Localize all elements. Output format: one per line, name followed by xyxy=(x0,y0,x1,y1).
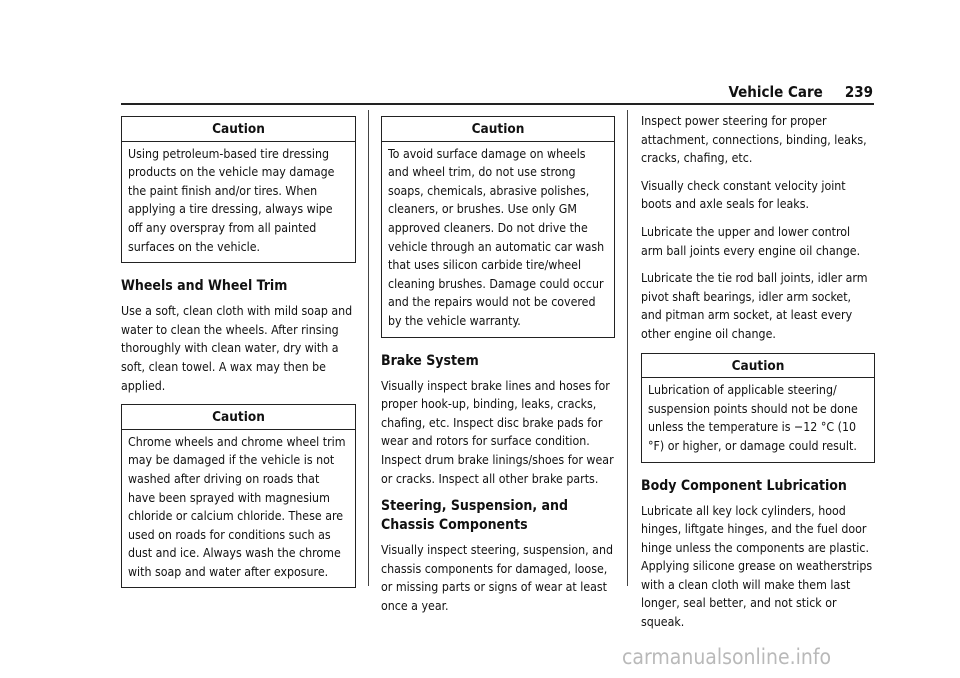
paragraph: Visually inspect brake lines and hoses for proper hook-up, binding, leaks, cracks, chafing, etc. Inspect disc brake pads for wear and rotors for surface condition. Inspect drum brake linings/shoes for wear or cracks. Inspect all other brake parts. xyxy=(381,378,614,486)
caution-box xyxy=(121,116,356,263)
caution-title: Caution xyxy=(122,117,355,142)
column-divider-2 xyxy=(627,110,628,586)
caution-box xyxy=(641,353,875,463)
paragraph: Lubricate the upper and lower control arm ball joints every engine oil change. xyxy=(641,224,861,258)
column-2 xyxy=(381,112,615,624)
column-3 xyxy=(641,112,875,641)
paragraph: Use a soft, clean cloth with mild soap and water to clean the wheels. After rinsing thoroughly with clean water, dry with a soft, clean towel. A wax may then be applied. xyxy=(121,304,353,393)
header-rule xyxy=(121,103,874,105)
section-heading: Steering, Suspension, and Chassis Components xyxy=(381,498,569,534)
caution-title: Caution xyxy=(382,117,614,142)
section-heading: Wheels and Wheel Trim xyxy=(121,278,288,295)
caution-box xyxy=(381,116,615,338)
section-title: Vehicle Care xyxy=(728,83,823,101)
caution-text: To avoid surface damage on wheels and wheel trim, do not use strong soaps, chemicals, abrasive polishes, cleaners, or brushes. Use only GM approved cleaners. Do not drive the vehicle through an automatic car wash that uses silicon carbide tire/wheel cleaning brushes. Damage could occur and the repairs would not be covered by the vehicle warranty. xyxy=(388,146,605,328)
paragraph: Visually inspect steering, suspension, and chassis components for damaged, loose, or missing parts or signs of wear at least once a year. xyxy=(381,543,613,613)
caution-title: Caution xyxy=(642,354,874,379)
caution-title: Caution xyxy=(122,405,355,430)
paragraph: Inspect power steering for proper attachment, connections, binding, leaks, cracks, chafing, etc. xyxy=(641,114,867,166)
paragraph: Visually check constant velocity joint boots and axle seals for leaks. xyxy=(641,178,846,212)
section-heading: Brake System xyxy=(381,352,479,369)
paragraph: Lubricate the tie rod ball joints, idler arm pivot shaft bearings, idler arm socket, and pitman arm socket, at least every other engine oil change. xyxy=(641,271,868,341)
caution-text: Chrome wheels and chrome wheel trim may be damaged if the vehicle is not washed after driving on roads that have been sprayed with magnesium chloride or calcium chloride. These are used on roads for conditions such as dust and ice. Always wash the chrome with soap and water after exposure. xyxy=(128,434,346,579)
caution-text: Lubrication of applicable steering/ suspension points should not be done unless the temperature is −12 °C (10 °F) or higher, or damage could result. xyxy=(648,383,858,453)
page-number: 239 xyxy=(844,83,873,101)
caution-box xyxy=(121,404,356,588)
caution-text: Using petroleum-based tire dressing products on the vehicle may damage the paint finish and/or tires. When applying a tire dressing, always wipe off any overspray from all painted surfaces on the vehicle. xyxy=(128,146,335,254)
section-heading: Body Component Lubrication xyxy=(641,477,847,494)
column-1 xyxy=(121,112,356,602)
paragraph: Lubricate all key lock cylinders, hood hinges, liftgate hinges, and the fuel door hinge unless the components are plastic. Applying silicone grease on weatherstrips with a clean cloth will make them last longer, seal better, and not stick or squeak. xyxy=(641,503,873,630)
page-header xyxy=(729,83,873,101)
column-divider-1 xyxy=(368,110,369,586)
watermark: carmanualsonline.info xyxy=(622,645,832,669)
